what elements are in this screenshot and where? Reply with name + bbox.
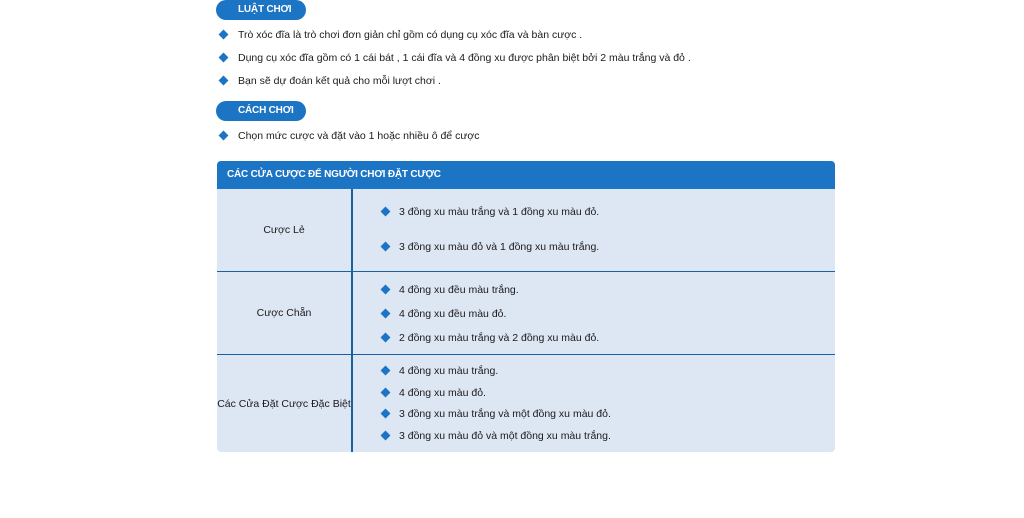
rules-section-title: LUẬT CHƠI [216,0,306,20]
diamond-bullet-icon [219,131,229,141]
diamond-bullet-icon [219,30,229,40]
list-item: 3 đồng xu màu trắng và 1 đồng xu màu đỏ. [381,205,599,240]
list-item: Chọn mức cược và đặt vào 1 hoặc nhiều ô để cược [218,129,479,152]
how-to-play-section-title: CÁCH CHƠI [216,101,306,121]
rules-list [218,28,691,97]
bet-type-label: Các Cửa Đặt Cược Đặc Biệt [217,397,351,410]
list-item: 3 đồng xu màu đỏ và một đồng xu màu trắng. [381,429,611,451]
how-to-play-list [218,129,479,152]
diamond-bullet-icon [381,430,391,440]
list-item: Bạn sẽ dự đoán kết quả cho mỗi lượt chơi . [218,74,691,97]
list-item: 4 đồng xu màu đỏ. [381,386,611,408]
table-row [217,189,835,271]
bet-options-table [217,161,835,452]
bet-options-list [381,283,599,355]
diamond-bullet-icon [381,309,391,319]
list-item: 4 đồng xu đều màu đỏ. [381,307,599,331]
diamond-bullet-icon [381,207,391,217]
bet-type-label: Cược Chẵn [256,307,312,319]
list-item: 3 đồng xu màu đỏ và 1 đồng xu màu trắng. [381,240,599,275]
list-item: 4 đồng xu đều màu trắng. [381,283,599,307]
list-item: 2 đồng xu màu trắng và 2 đồng xu màu đỏ. [381,331,599,355]
diamond-bullet-icon [219,76,229,86]
list-item: Trò xóc đĩa là trò chơi đơn giản chỉ gồm có dụng cụ xóc đĩa và bàn cược . [218,28,691,51]
bet-type-label: Cược Lẻ [263,224,305,236]
diamond-bullet-icon [381,242,391,252]
bet-options-list [381,205,599,275]
table-row [217,354,835,452]
diamond-bullet-icon [381,366,391,376]
list-item: Dụng cụ xóc đĩa gồm có 1 cái bát , 1 cái đĩa và 4 đồng xu được phân biệt bởi 2 màu trắng và đỏ . [218,51,691,74]
bet-options-list [381,364,611,450]
list-item: 4 đồng xu màu trắng. [381,364,611,386]
diamond-bullet-icon [219,53,229,63]
list-item: 3 đồng xu màu trắng và một đồng xu màu đỏ. [381,407,611,429]
diamond-bullet-icon [381,387,391,397]
table-header: CÁC CỬA CƯỢC ĐỂ NGƯỜI CHƠI ĐẶT CƯỢC [217,161,835,189]
diamond-bullet-icon [381,409,391,419]
table-row [217,271,835,354]
diamond-bullet-icon [381,285,391,295]
diamond-bullet-icon [381,333,391,343]
